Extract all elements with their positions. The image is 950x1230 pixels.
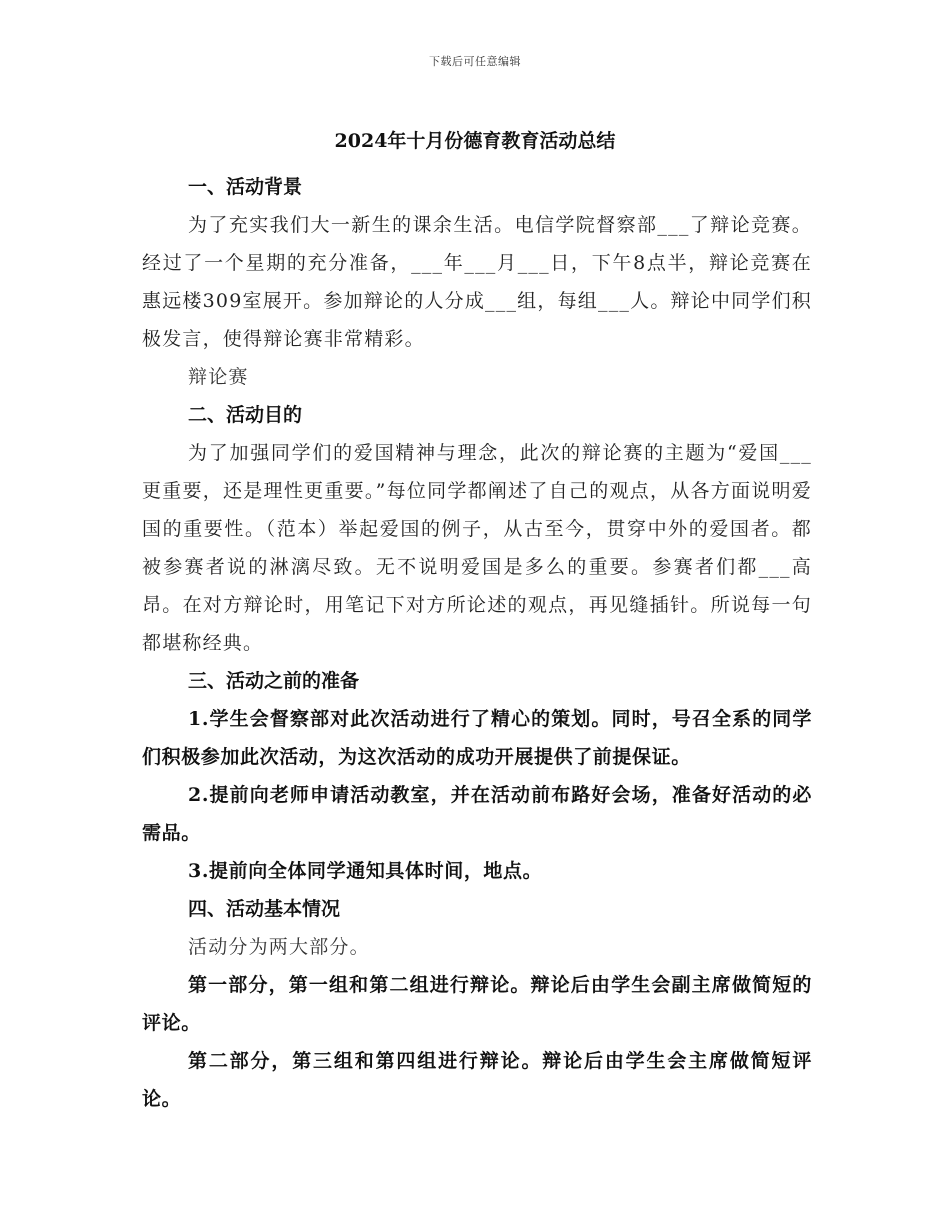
background-note: 辩论赛 [188,366,249,388]
situation-part-2: 第二部分，第三组和第四组进行辩论。辩论后由学生会主席做简短评论。 [142,1050,812,1110]
header-note: 下载后可任意编辑 [429,55,521,68]
situation-part-1: 第一部分，第一组和第二组进行辩论。辩论后由学生会副主席做简短的评论。 [142,974,812,1034]
situation-intro: 活动分为两大部分。 [188,936,370,958]
section-heading-preparation: 三、活动之前的准备 [188,670,360,692]
section-heading-situation: 四、活动基本情况 [188,898,341,920]
document-title: 2024年十月份德育教育活动总结 [334,130,616,152]
preparation-item-1: 1.学生会督察部对此次活动进行了精心的策划。同时，号召全系的同学们积极参加此次活动，为这次活动的成功开展提供了前提保证。 [142,708,812,768]
preparation-item-2: 2.提前向老师申请活动教室，并在活动前布路好会场，准备好活动的必需品。 [142,784,812,844]
purpose-paragraph: 为了加强同学们的爱国精神与理念，此次的辩论赛的主题为“爱国___更重要，还是理性更重要。”每位同学都阐述了自己的观点，从各方面说明爱国的重要性。（范本）举起爱国的例子，从古至今，贯穿中外的爱国者。都被参赛者说的淋漓尽致。无不说明爱国是多么的重要。参赛者们都___高昂。在对方辩论时，用笔记下对方所论述的观点，再见缝插针。所说每一句都堪称经典。 [142,442,812,654]
preparation-item-3: 3.提前向全体同学通知具体时间，地点。 [188,860,543,882]
section-heading-background: 一、活动背景 [188,176,303,198]
section-heading-purpose: 二、活动目的 [188,404,303,426]
document-body [142,168,812,1118]
background-paragraph: 为了充实我们大一新生的课余生活。电信学院督察部___了辩论竞赛。经过了一个星期的充分准备，___年___月___日，下午8点半，辩论竞赛在惠远楼309室展开。参加辩论的人分成___组，每组___人。辩论中同学们积极发言，使得辩论赛非常精彩。 [142,214,812,350]
